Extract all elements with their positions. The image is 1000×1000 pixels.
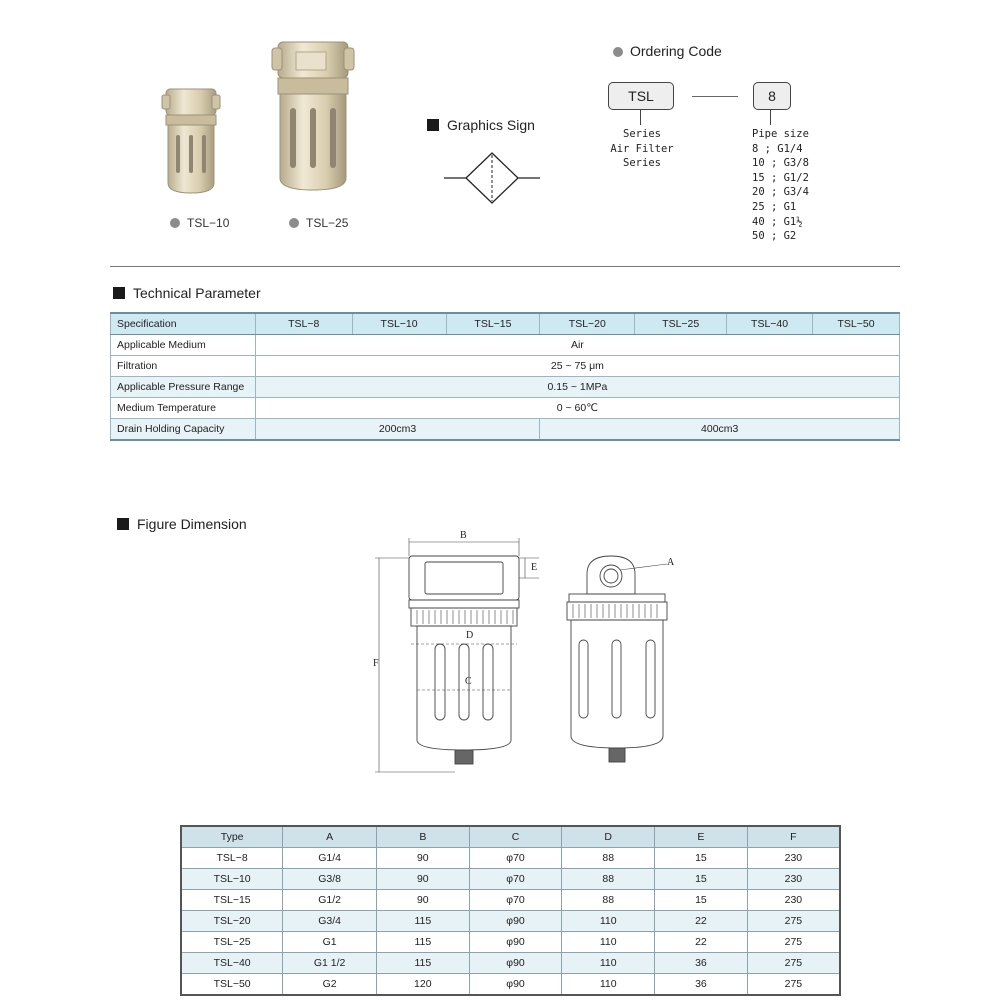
- table-cell: 275: [747, 911, 840, 932]
- table-cell: G1/2: [283, 890, 377, 911]
- table-cell: 90: [376, 890, 469, 911]
- pipe-size-item: 15 ; G1/2: [752, 171, 809, 184]
- table-row: [111, 398, 900, 419]
- model-header-cell: TSL−25: [635, 313, 727, 335]
- table-cell: G3/8: [283, 869, 377, 890]
- section-square-icon: [427, 119, 439, 131]
- bullet-dot-icon: [289, 218, 299, 228]
- row-label: Drain Holding Capacity: [111, 419, 256, 441]
- table-cell: 15: [655, 890, 748, 911]
- table-cell: 115: [376, 911, 469, 932]
- table-row: [181, 953, 840, 974]
- table-row: [181, 974, 840, 996]
- table-cell: 90: [376, 848, 469, 869]
- column-header: Type: [181, 826, 283, 848]
- table-cell: 110: [562, 953, 655, 974]
- model-header-cell: TSL−10: [352, 313, 446, 335]
- table-cell: G1: [283, 932, 377, 953]
- product-photo-tsl-25: [270, 38, 356, 198]
- table-row: [111, 356, 900, 377]
- figure-dimension-heading: Figure Dimension: [117, 516, 247, 532]
- series-code-box: TSL: [608, 82, 674, 110]
- dim-label-c: C: [465, 676, 472, 687]
- column-header: B: [376, 826, 469, 848]
- size-pointer-line: [770, 110, 771, 125]
- row-value: 0 ~ 60℃: [255, 398, 899, 419]
- column-header: D: [562, 826, 655, 848]
- table-cell: G1/4: [283, 848, 377, 869]
- column-header: A: [283, 826, 377, 848]
- table-cell: 15: [655, 869, 748, 890]
- table-cell: φ70: [469, 890, 562, 911]
- table-cell: G3/4: [283, 911, 377, 932]
- table-cell: TSL−50: [181, 974, 283, 996]
- series-caption: Series Air Filter Series: [610, 128, 674, 170]
- table-cell: φ70: [469, 848, 562, 869]
- table-cell: φ90: [469, 911, 562, 932]
- table-cell: 275: [747, 953, 840, 974]
- row-label: Applicable Pressure Range: [111, 377, 256, 398]
- section-square-icon: [113, 287, 125, 299]
- table-cell: 275: [747, 932, 840, 953]
- table-cell: 88: [562, 890, 655, 911]
- table-row: [111, 419, 900, 441]
- section-square-icon: [117, 518, 129, 530]
- dim-label-d: D: [466, 630, 474, 641]
- table-cell: 110: [562, 932, 655, 953]
- table-cell: G1 1/2: [283, 953, 377, 974]
- model-header-cell: TSL−15: [446, 313, 540, 335]
- table-cell: 36: [655, 974, 748, 996]
- table-row: [181, 890, 840, 911]
- table-cell: 110: [562, 974, 655, 996]
- table-cell: 90: [376, 869, 469, 890]
- row-value: 200cm3: [255, 419, 540, 441]
- table-cell: 230: [747, 848, 840, 869]
- table-cell: G2: [283, 974, 377, 996]
- table-row: [111, 335, 900, 356]
- row-label: Applicable Medium: [111, 335, 256, 356]
- table-cell: TSL−20: [181, 911, 283, 932]
- table-cell: φ70: [469, 869, 562, 890]
- pipe-size-item: 10 ; G3/8: [752, 157, 809, 170]
- product-label-large: TSL−25: [289, 216, 348, 230]
- table-cell: 15: [655, 848, 748, 869]
- pipe-size-item: 50 ; G2: [752, 230, 797, 243]
- technical-parameter-table: [110, 312, 900, 441]
- bullet-dot-icon: [613, 47, 623, 57]
- dim-label-b: B: [460, 530, 467, 541]
- pipe-size-item: 40 ; G1½: [752, 215, 803, 228]
- table-cell: 110: [562, 911, 655, 932]
- model-header-cell: TSL−8: [255, 313, 352, 335]
- table-header-row: [181, 826, 840, 848]
- table-header-row: [111, 313, 900, 335]
- dimension-drawing: [365, 528, 685, 778]
- table-cell: φ90: [469, 932, 562, 953]
- column-header: E: [655, 826, 748, 848]
- table-cell: TSL−8: [181, 848, 283, 869]
- table-cell: TSL−40: [181, 953, 283, 974]
- table-cell: 22: [655, 932, 748, 953]
- table-cell: TSL−25: [181, 932, 283, 953]
- row-value: Air: [255, 335, 899, 356]
- table-row: [111, 377, 900, 398]
- pipe-size-item: 8 ; G1/4: [752, 142, 803, 155]
- table-cell: 230: [747, 869, 840, 890]
- pipe-size-item: 20 ; G3/4: [752, 186, 809, 199]
- table-cell: 230: [747, 890, 840, 911]
- dim-label-a: A: [667, 557, 675, 568]
- ordering-code-heading: Ordering Code: [613, 43, 722, 59]
- pipe-size-item: 25 ; G1: [752, 200, 797, 213]
- table-cell: φ90: [469, 974, 562, 996]
- table-cell: 115: [376, 932, 469, 953]
- pipe-size-list: Pipe size 8 ; G1/4 10 ; G3/8 15 ; G1/2 20 ; G3/4 25 ; G1 40 ; G1½ 50 ; G2: [752, 128, 809, 243]
- product-photo-tsl-10: [160, 85, 222, 197]
- series-pointer-line: [640, 110, 641, 125]
- model-header-cell: TSL−50: [813, 313, 900, 335]
- table-cell: 275: [747, 974, 840, 996]
- column-header: F: [747, 826, 840, 848]
- table-cell: 88: [562, 869, 655, 890]
- table-row: [181, 848, 840, 869]
- row-label: Medium Temperature: [111, 398, 256, 419]
- row-value: 0.15 ~ 1MPa: [255, 377, 899, 398]
- table-cell: 88: [562, 848, 655, 869]
- technical-parameter-heading: Technical Parameter: [113, 285, 261, 301]
- row-value: 400cm3: [540, 419, 900, 441]
- table-cell: φ90: [469, 953, 562, 974]
- product-label-small: TSL−10: [170, 216, 229, 230]
- dim-label-e: E: [531, 562, 538, 573]
- table-row: [181, 932, 840, 953]
- dimension-table: [180, 825, 841, 996]
- bullet-dot-icon: [170, 218, 180, 228]
- filter-symbol-icon: [444, 150, 540, 206]
- section-divider: [110, 266, 900, 267]
- spec-header-cell: Specification: [111, 313, 256, 335]
- table-row: [181, 911, 840, 932]
- model-header-cell: TSL−20: [540, 313, 635, 335]
- table-cell: TSL−10: [181, 869, 283, 890]
- table-cell: 36: [655, 953, 748, 974]
- table-row: [181, 869, 840, 890]
- table-cell: 115: [376, 953, 469, 974]
- size-code-box: 8: [753, 82, 791, 110]
- graphics-sign-heading: Graphics Sign: [427, 117, 535, 133]
- column-header: C: [469, 826, 562, 848]
- row-value: 25 ~ 75 μm: [255, 356, 899, 377]
- model-header-cell: TSL−40: [727, 313, 813, 335]
- code-connector-line: [692, 96, 738, 97]
- dim-label-f: F: [373, 658, 379, 669]
- table-cell: 22: [655, 911, 748, 932]
- row-label: Filtration: [111, 356, 256, 377]
- table-cell: TSL−15: [181, 890, 283, 911]
- table-cell: 120: [376, 974, 469, 996]
